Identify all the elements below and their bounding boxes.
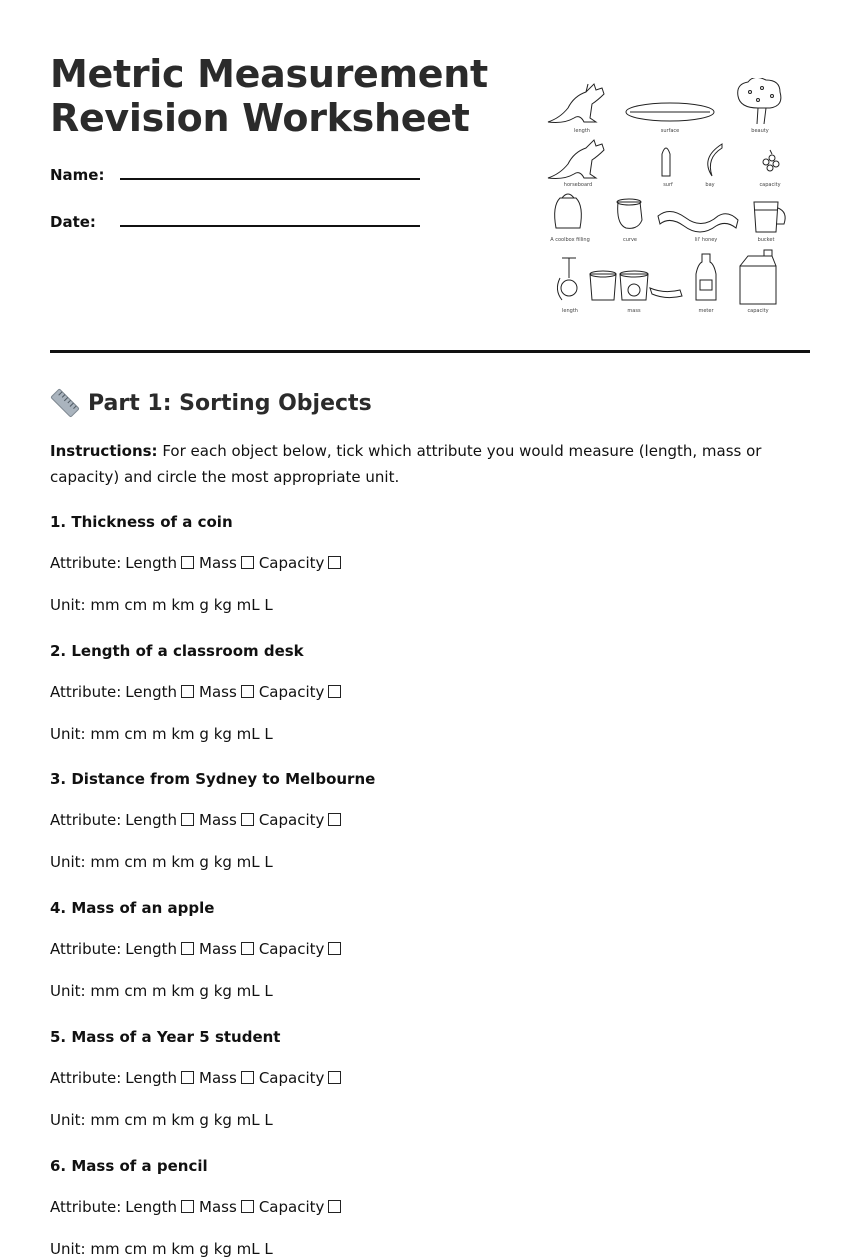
attribute-label: Attribute: [50, 1198, 122, 1216]
attribute-option-label: Capacity [258, 1198, 325, 1216]
bullet-drawing [662, 148, 670, 176]
attribute-checkbox[interactable] [328, 1071, 341, 1084]
attribute-checkbox[interactable] [181, 685, 194, 698]
unit-options-row[interactable]: Unit: mm cm m km g kg mL L [50, 1111, 273, 1129]
tree-drawing [738, 78, 781, 124]
attribute-row [50, 1068, 342, 1088]
attribute-option-label: Length [125, 1069, 178, 1087]
attribute-checkbox[interactable] [328, 813, 341, 826]
instructions [50, 438, 810, 490]
section-divider [50, 350, 810, 353]
attribute-option-label: Capacity [258, 811, 325, 829]
caption-5: surf [663, 182, 673, 188]
attribute-option-label: Mass [199, 1198, 237, 1216]
attribute-row [50, 939, 342, 959]
scale-drawing [557, 258, 577, 300]
tape-measure-drawing [658, 211, 738, 232]
caption-7: capacity [759, 182, 781, 188]
attribute-checkbox[interactable] [328, 942, 341, 955]
question-item [50, 898, 810, 1000]
caption-1: length [574, 128, 590, 134]
kangaroo-2-drawing [548, 140, 604, 179]
attribute-checkbox[interactable] [181, 942, 194, 955]
question-title: 6. Mass of a pencil [50, 1157, 208, 1175]
question-item [50, 641, 810, 743]
caption-8: A coolbox filling [550, 237, 590, 243]
attribute-option-label: Length [125, 1198, 178, 1216]
part-1-heading-text: Part 1: Sorting Objects [88, 390, 372, 416]
attribute-option-label: Capacity [258, 683, 325, 701]
caption-9: curve [622, 237, 638, 243]
pot-drawing [617, 199, 642, 228]
attribute-label: Attribute: [50, 683, 122, 701]
date-write-line[interactable] [120, 225, 420, 227]
attribute-label: Attribute: [50, 1069, 122, 1087]
buckets-drawing [590, 271, 682, 300]
flower-drawing [763, 150, 779, 171]
instructions-label: Instructions: [50, 442, 158, 460]
question-title: 3. Distance from Sydney to Melbourne [50, 770, 376, 788]
caption-2: surface [660, 128, 680, 134]
bag-drawing [555, 194, 582, 228]
attribute-option-label: Length [125, 811, 178, 829]
attribute-checkbox[interactable] [241, 685, 254, 698]
attribute-row [50, 1197, 342, 1217]
attribute-label: Attribute: [50, 554, 122, 572]
question-title: 4. Mass of an apple [50, 899, 215, 917]
caption-12: length [562, 308, 578, 314]
attribute-checkbox[interactable] [328, 1200, 341, 1213]
name-label: Name: [50, 166, 105, 184]
title-line-2: Revision Worksheet [50, 96, 470, 140]
part-1-heading [50, 388, 372, 418]
attribute-option-label: Capacity [258, 1069, 325, 1087]
attribute-checkbox[interactable] [241, 556, 254, 569]
attribute-checkbox[interactable] [181, 813, 194, 826]
attribute-label: Attribute: [50, 811, 122, 829]
question-item [50, 1156, 810, 1258]
attribute-row [50, 553, 342, 573]
unit-options-row[interactable]: Unit: mm cm m km g kg mL L [50, 1240, 273, 1258]
attribute-option-label: Length [125, 683, 178, 701]
attribute-option-label: Length [125, 554, 178, 572]
attribute-row [50, 810, 342, 830]
attribute-checkbox[interactable] [181, 1200, 194, 1213]
attribute-label: Attribute: [50, 940, 122, 958]
question-item [50, 512, 810, 614]
date-label: Date: [50, 213, 96, 231]
attribute-checkbox[interactable] [241, 1200, 254, 1213]
unit-options-row[interactable]: Unit: mm cm m km g kg mL L [50, 853, 273, 871]
attribute-checkbox[interactable] [241, 942, 254, 955]
jug-drawing [754, 202, 785, 232]
attribute-checkbox[interactable] [241, 813, 254, 826]
ruler-icon [50, 388, 80, 418]
question-title: 5. Mass of a Year 5 student [50, 1028, 281, 1046]
attribute-option-label: Mass [199, 554, 237, 572]
milk-carton-drawing [740, 250, 776, 304]
attribute-checkbox[interactable] [241, 1071, 254, 1084]
caption-3: beauty [751, 128, 769, 134]
attribute-checkbox[interactable] [181, 556, 194, 569]
attribute-option-label: Mass [199, 683, 237, 701]
banana-drawing [708, 144, 722, 176]
worksheet-title [50, 52, 488, 140]
attribute-option-label: Capacity [258, 554, 325, 572]
caption-15: capacity [747, 308, 769, 314]
bottle-drawing [696, 254, 716, 300]
attribute-option-label: Capacity [258, 940, 325, 958]
surfboard-drawing [626, 103, 714, 121]
question-item [50, 1027, 810, 1129]
attribute-checkbox[interactable] [181, 1071, 194, 1084]
attribute-checkbox[interactable] [328, 556, 341, 569]
caption-6: bay [705, 182, 715, 188]
attribute-option-label: Length [125, 940, 178, 958]
unit-options-row[interactable]: Unit: mm cm m km g kg mL L [50, 596, 273, 614]
measurement-objects-illustration [540, 78, 790, 318]
question-item [50, 769, 810, 871]
question-title: 2. Length of a classroom desk [50, 642, 304, 660]
attribute-option-label: Mass [199, 1069, 237, 1087]
name-write-line[interactable] [120, 178, 420, 180]
instructions-text: For each object below, tick which attribute you would measure (length, mass or capacity) and circle the most appropriate unit. [50, 442, 762, 486]
question-title: 1. Thickness of a coin [50, 513, 233, 531]
attribute-row [50, 682, 342, 702]
date-field [50, 213, 96, 231]
unit-options-row[interactable]: Unit: mm cm m km g kg mL L [50, 725, 273, 743]
attribute-checkbox[interactable] [328, 685, 341, 698]
caption-10: lil' honey [694, 237, 718, 243]
caption-13: mass [627, 308, 641, 314]
caption-4: horseboard [563, 182, 593, 188]
caption-14: meter [698, 308, 714, 314]
name-field [50, 166, 104, 184]
attribute-option-label: Mass [199, 940, 237, 958]
title-line-1: Metric Measurement [50, 52, 488, 96]
caption-11: bucket [757, 237, 775, 243]
attribute-option-label: Mass [199, 811, 237, 829]
kangaroo-drawing [548, 84, 604, 123]
unit-options-row[interactable]: Unit: mm cm m km g kg mL L [50, 982, 273, 1000]
